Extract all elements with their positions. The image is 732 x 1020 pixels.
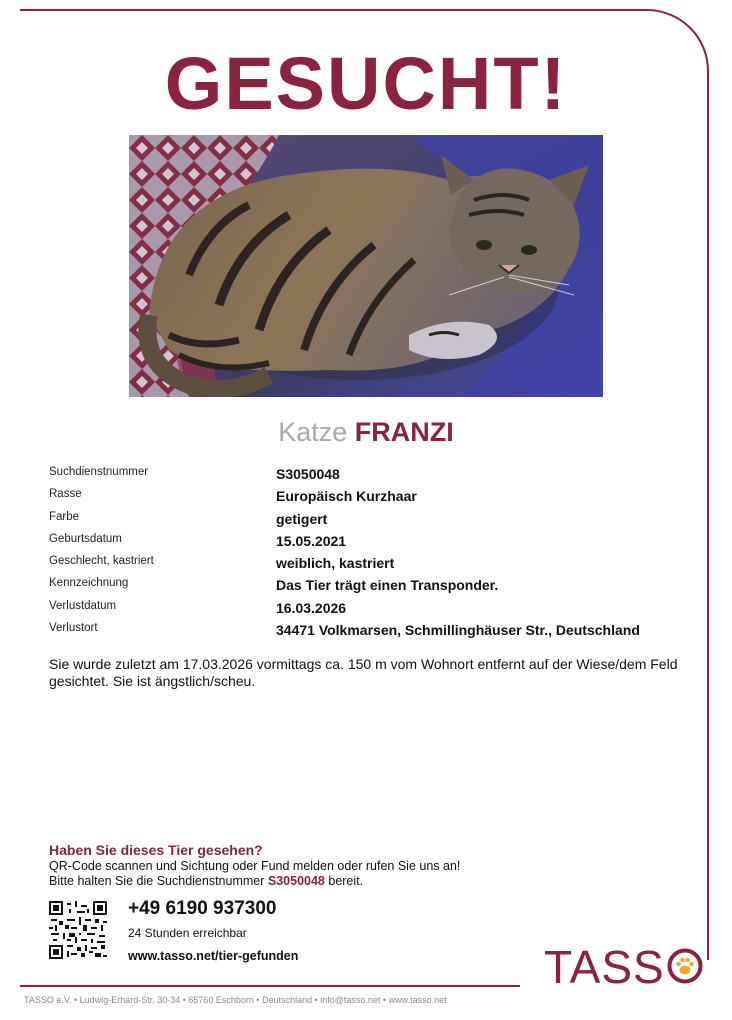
detail-row [49, 464, 689, 486]
detail-row [49, 553, 689, 575]
call-to-action [49, 842, 689, 889]
details-table [49, 464, 689, 642]
detail-label: Kennzeichnung [49, 577, 129, 590]
sighting-description: Sie wurde zuletzt am 17.03.2026 vormittags ca. 150 m vom Wohnort entfernt auf der Wiese/dem Feld gesichtet. Sie ist ängstlich/scheu. [49, 656, 678, 689]
search-number: S3050048 [267, 874, 325, 888]
detail-value: weiblich, kastriert [276, 555, 395, 572]
detail-label: Verlustdatum [49, 599, 117, 612]
detail-row [49, 575, 689, 597]
detail-row [49, 620, 689, 642]
detail-value: Das Tier trägt einen Transponder. [276, 577, 499, 594]
tasso-logo [544, 942, 703, 992]
pet-photo [129, 135, 603, 397]
pet-name-line [0, 414, 732, 450]
pet-species: Katze [278, 417, 348, 447]
detail-row [49, 598, 689, 620]
detail-value: 34471 Volkmarsen, Schmillinghäuser Str., Deutschland [276, 622, 640, 639]
paw-icon [667, 948, 703, 989]
cta-heading: Haben Sie dieses Tier gesehen? [49, 842, 263, 858]
detail-label: Rasse [49, 488, 82, 501]
availability-text: 24 Stunden erreichbar [128, 926, 247, 940]
qr-code-icon[interactable] [49, 901, 107, 959]
detail-value: 16.03.2026 [276, 599, 347, 616]
detail-row [49, 531, 689, 553]
detail-value: getigert [276, 510, 328, 527]
detail-label: Suchdienstnummer [49, 466, 149, 478]
headline: GESUCHT! [164, 42, 568, 125]
detail-row [49, 486, 689, 508]
detail-row [49, 509, 689, 531]
report-link[interactable]: www.tasso.net/tier-gefunden [128, 949, 299, 963]
cta-reference: Bitte halten Sie die Suchdienstnummer S3050048 bereit. [49, 874, 364, 888]
pet-name: FRANZI [354, 417, 454, 447]
detail-label: Geburtsdatum [49, 532, 122, 545]
logo-text: TASS [544, 941, 665, 993]
detail-label: Geschlecht, kastriert [49, 555, 154, 568]
detail-label: Verlustort [49, 622, 98, 635]
detail-value: Europäisch Kurzhaar [276, 488, 417, 505]
detail-value: S3050048 [276, 466, 340, 482]
detail-label: Farbe [49, 510, 80, 523]
cta-instruction: QR-Code scannen und Sichtung oder Fund melden oder rufen Sie uns an! [49, 859, 461, 873]
detail-value: 15.05.2021 [276, 532, 347, 549]
footer-address: TASSO e.V. • Ludwig-Erhard-Str. 30-34 • 65760 Eschborn • Deutschland • info@tasso.net • www.tasso.net [24, 995, 447, 1005]
phone-number[interactable]: +49 6190 937300 [128, 898, 277, 919]
tabby-cat-photo [129, 135, 603, 397]
